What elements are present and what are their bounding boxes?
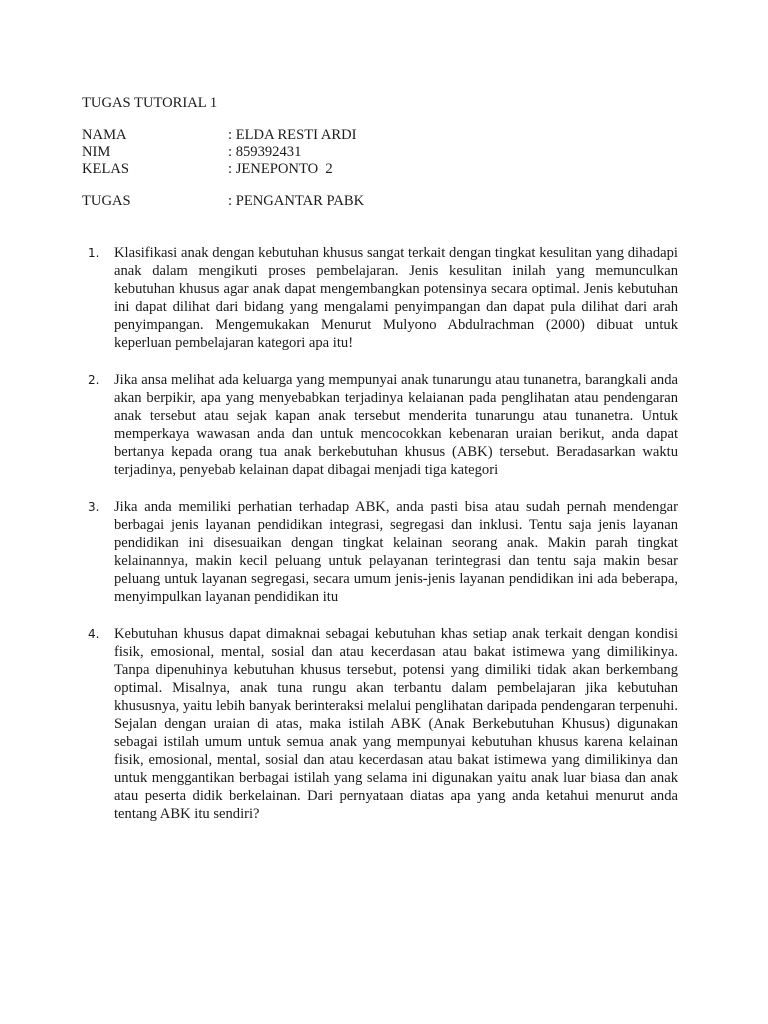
- info-row-kelas: [82, 161, 682, 178]
- question-list: [82, 244, 678, 842]
- question-item: [82, 498, 678, 606]
- tugas-value: : PENGANTAR PABK: [228, 193, 365, 209]
- info-row-nama: [82, 127, 682, 144]
- question-item: [82, 244, 678, 352]
- question-number: 2.: [88, 373, 100, 387]
- kelas-value: : JENEPONTO 2: [228, 161, 333, 177]
- nama-label: NAMA: [82, 127, 127, 143]
- question-item: [82, 625, 678, 823]
- question-text: Jika anda memiliki perhatian terhadap ABK, anda pasti bisa atau sudah pernah mendengar berbagai jenis layanan pendidikan integrasi, segregasi dan inklusi. Tentu saja jenis layanan pendidikan ini disesuaikan dengan tingkat kelainan seorang anak. Makin parah tingkat kelainannya, makin kecil peluang untuk pelayanan terintegrasi dan tentu saja makin besar peluang untuk layanan segregasi, secara umum jenis-jenis layanan pendidikan ini ada beberapa, menyimpulkan layanan pendidikan itu: [114, 499, 678, 605]
- student-info: [82, 127, 682, 178]
- question-number: 4.: [88, 627, 100, 641]
- nim-label: NIM: [82, 144, 111, 160]
- question-text: Jika ansa melihat ada keluarga yang mempunyai anak tunarungu atau tunanetra, barangkali anda akan berpikir, apa yang menyebabkan terjadinya kelaianan pada penglihatan atau pendengaran anak tersebut atau sejak kapan anak tersebut menderita tunarungu atau tunanetra. Untuk memperkaya wawasan anda dan untuk mencocokkan kebenaran uraian berikut, anda dapat bertanya kepada orang tua anak berkebutuhan khusus (ABK) tersebut. Beradasarkan waktu terjadinya, penyebab kelainan dapat dibagai menjadi tiga kategori: [114, 372, 678, 478]
- info-row-tugas: [82, 193, 364, 210]
- question-text: Kebutuhan khusus dapat dimaknai sebagai kebutuhan khas setiap anak terkait dengan kondisi fisik, emosional, mental, sosial dan atau kecerdasan atau bakat istimewa yang dimilikinya. Tanpa dipenuhinya kebutuhan khusus tersebut, potensi yang dimiliki tidak akan berkembang optimal. Misalnya, anak tuna rungu akan terbantu dalam pembelajaran jika kebutuhan khususnya, yaitu lebih banyak berinteraksi melalui penglihatan daripada pendengaran terpenuhi. Sejalan dengan uraian di atas, maka istilah ABK (Anak Berkebutuhan Khusus) digunakan sebagai istilah umum untuk semua anak yang mempunyai kebutuhan khusus karena kelainan fisik, emosional, mental, sosial dan atau kecerdasan atau bakat istimewa yang dimilikinya dan untuk menggantikan berbagai istilah yang selama ini digunakan yaitu anak luar biasa dan anak atau peserta didik berkelainan. Dari pernyataan diatas apa yang anda ketahui menurut anda tentang ABK itu sendiri?: [114, 626, 678, 822]
- question-number: 1.: [88, 246, 100, 260]
- nama-value: : ELDA RESTI ARDI: [228, 127, 357, 143]
- document-title: TUGAS TUTORIAL 1: [82, 95, 218, 111]
- tugas-label: TUGAS: [82, 193, 131, 209]
- question-number: 3.: [88, 500, 100, 514]
- info-row-nim: [82, 144, 682, 161]
- kelas-label: KELAS: [82, 161, 130, 177]
- question-item: [82, 371, 678, 479]
- nim-value: : 859392431: [228, 144, 302, 160]
- question-text: Klasifikasi anak dengan kebutuhan khusus sangat terkait dengan tingkat kesulitan yang dihadapi anak dalam mengikuti proses pembelajaran. Jenis kesulitan inilah yang memunculkan kebutuhan khusus agar anak dapat mengembangkan potensinya secara optimal. Jenis kebutuhan ini dapat dilihat dari bidang yang mengalami penyimpangan dan dapat pula dilihat dari arah penyimpangan. Mengemukakan Menurut Mulyono Abdulrachman (2000) dibuat untuk keperluan pembelajaran kategori apa itu!: [114, 245, 678, 351]
